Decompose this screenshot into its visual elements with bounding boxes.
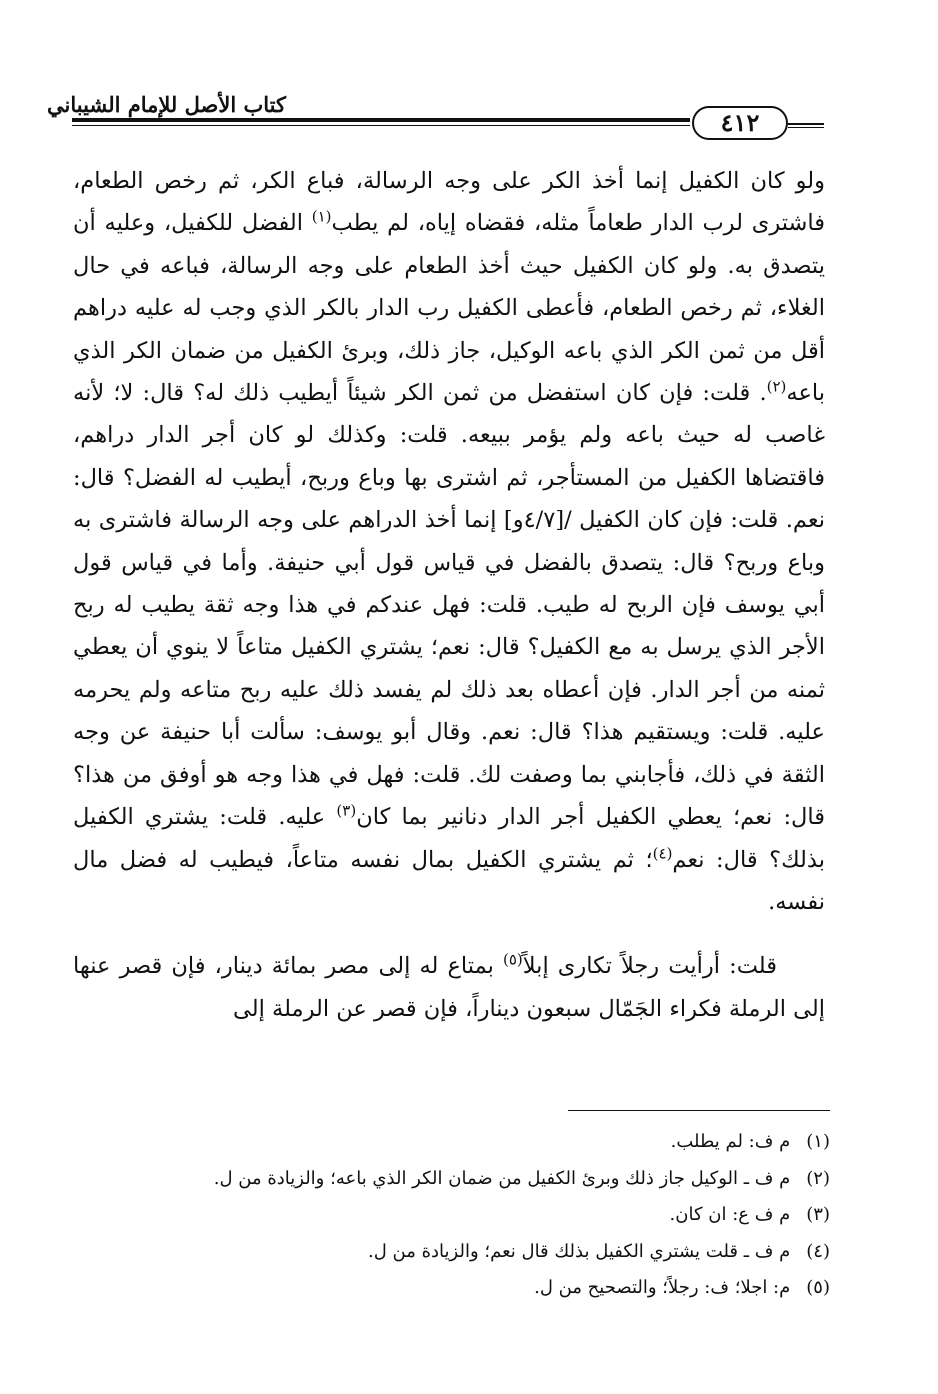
footnote: (٤) م ف ـ قلت يشتري الكفيل بذلك قال نعم؛ والزيادة من ل. <box>368 1240 830 1262</box>
footnote: (٢) م ف ـ الوكيل جاز ذلك وبرئ الكفيل من ضمان الكر الذي باعه؛ والزيادة من ل. <box>213 1167 830 1189</box>
page-number: ٤١٢ <box>692 106 788 140</box>
footnote-marker: (٤) <box>652 844 673 862</box>
footnote-marker: (٣) <box>336 801 357 820</box>
footnote-separator <box>568 1110 830 1111</box>
footnote-marker: (٢) <box>766 377 787 396</box>
paragraph: ولو كان الكفيل إنما أخذ الكر على وجه الرسالة، فباع الكر، ثم رخص الطعام، فاشترى لرب الدار طعاماً مثله، فقضاه إياه، لم يطب$^{(١)}$ الفضل للكفيل، وعليه أن يتصدق به. ولو كان الكفيل حيث أخذ الطعام على وجه الرسالة، فباعه في حال الغلاء، ثم رخص الطعام، فأعطى الكفيل رب الدار بالكر الذي وجب له عليه دراهم أقل من ثمن الكر الذي باعه الوكيل، جاز ذلك، وبرئ الكفيل من ضمان الكر الذي باعه$^{(٢)}$. قلت: فإن كان استفضل من ثمن الكر شيئاً أيطيب ذلك له؟ قال: لا؛ لأنه غاصب له حيث باعه ولم يؤمر ببيعه. قلت: وكذلك لو كان أجر الدار دراهم، فاقتضاها الكفيل من المستأجر، ثم اشترى بها وباع وربح، أيطيب له الفضل؟ قال: نعم. قلت: فإن كان الكفيل /[٤/٧و] إنما أخذ الدراهم على وجه الرسالة فاشترى به وباع وربح؟ قال: يتصدق بالفضل في قياس قول أبي حنيفة. وأما في قياس قول أبي يوسف فإن الربح له طيب. قلت: فهل عندكم في هذا وجه ثقة يطيب له ربح الأجر الذي يرسل به مع الكفيل؟ قال: نعم؛ يشتري الكفيل متاعاً لا ينوي أن يعطي ثمنه من أجر الدار. فإن أعطاه بعد ذلك لم يفسد ذلك عليه ربح متاعه ولم يحرمه عليه. قلت: ويستقيم هذا؟ قال: نعم. وقال أبو يوسف: سألت أبا حنيفة عن وجه الثقة في ذلك، فأجابني بما وصفت لك. قلت: فهل في هذا وجه هو أوفق من هذا؟ قال: نعم؛ يعطي الكفيل أجر الدار دنانير بما كان$^{(٣)}$ عليه. قلت: يشتري الكفيل بذلك؟ قال: نعم$^{(٤)}$؛ ثم يشتري الكفيل بمال نفسه متاعاً، فيطيب له فضل مال نفسه. <box>73 168 826 915</box>
running-title: كتاب الأصل للإمام الشيباني <box>47 92 286 117</box>
header-rule-left <box>72 118 690 126</box>
footnote-marker: (٥) <box>502 950 523 969</box>
header-rule-right <box>788 123 824 128</box>
footnote: (١) م ف: لم يطلب. <box>670 1131 830 1152</box>
paragraph: قلت: أرأيت رجلاً تكارى إبلاً$^{(٥)}$ بمتاع له إلى مصر بمائة دينار، فإن قصر عنها إلى الرملة فكراء الجَمّال سبعون ديناراً، فإن قصر عن الرملة إلى <box>73 950 825 1022</box>
footnotes <box>90 1124 830 1307</box>
footnote-marker: (١) <box>311 207 332 226</box>
footnote: (٣) م ف ع: ان كان. <box>669 1204 830 1225</box>
footnote: (٥) م: اجلا؛ ف: رجلاً؛ والتصحيح من ل. <box>534 1277 830 1298</box>
main-text <box>73 160 825 1030</box>
